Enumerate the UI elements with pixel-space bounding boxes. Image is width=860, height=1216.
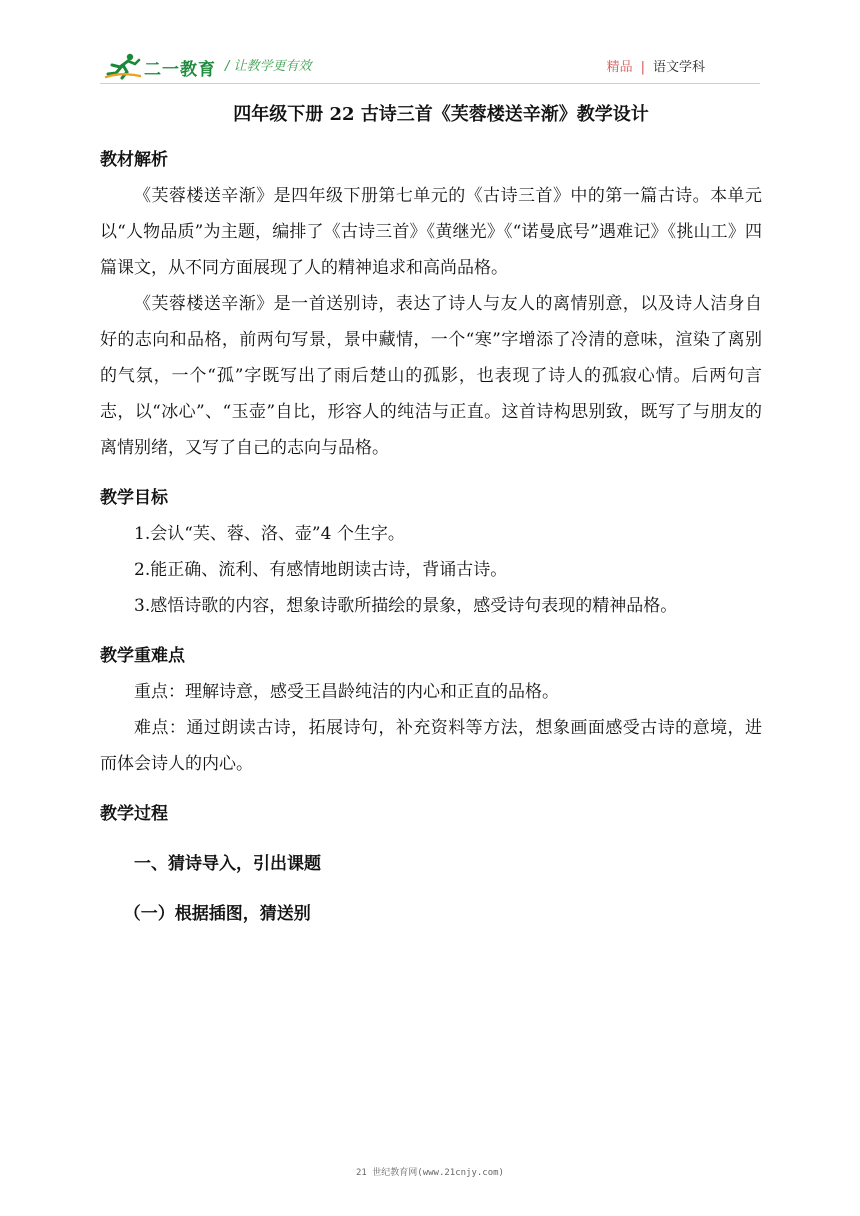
logo-text: 二一教育 bbox=[144, 60, 216, 80]
tag-separator: | bbox=[640, 60, 645, 75]
runner-logo-icon bbox=[104, 52, 142, 80]
process-step-heading: 一、猜诗导入，引出课题 bbox=[134, 854, 321, 874]
logo bbox=[104, 52, 234, 80]
section-heading-key-points: 教学重难点 bbox=[100, 646, 185, 666]
document-body bbox=[100, 100, 762, 932]
page-footer: 21 世纪教育网(www.21cnjy.com) bbox=[356, 1168, 504, 1178]
goal-item: 3.感悟诗歌的内容，想象诗歌所描绘的景象，感受诗句表现的精神品格。 bbox=[134, 596, 678, 616]
page-header bbox=[100, 50, 760, 84]
goal-item: 1.会认“芙、蓉、洛、壶”4 个生字。 bbox=[134, 524, 405, 544]
section-heading-analysis: 教材解析 bbox=[100, 150, 168, 170]
document-title: 四年级下册 22 古诗三首《芙蓉楼送辛渐》教学设计 bbox=[233, 104, 649, 125]
goal-item: 2.能正确、流利、有感情地朗读古诗，背诵古诗。 bbox=[134, 560, 508, 580]
header-divider bbox=[100, 83, 760, 84]
header-tags bbox=[607, 56, 705, 75]
subject-tag: 语文学科 bbox=[652, 60, 705, 75]
key-point: 重点：理解诗意，感受王昌龄纯洁的内心和正直的品格。 bbox=[134, 682, 559, 702]
section-heading-goals: 教学目标 bbox=[100, 488, 168, 508]
difficulty-point: 难点：通过朗读古诗，拓展诗句，补充资料等方法，想象画面感受古诗的意境，进而体会诗人的内心。 bbox=[100, 718, 762, 774]
process-substep-heading: （一）根据插图，猜送别 bbox=[123, 904, 311, 924]
section-heading-process: 教学过程 bbox=[100, 804, 168, 824]
paragraph: 《芙蓉楼送辛渐》是一首送别诗，表达了诗人与友人的离情别意，以及诗人洁身自好的志向和品格，前两句写景，景中藏情，一个“寒”字增添了冷清的意味，渲染了离别的气氛，一个“孤”字既写出了雨后楚山的孤影，也表现了诗人的孤寂心情。后两句言志，以“冰心”、“玉壶”自比，形容人的纯洁与正直。这首诗构思别致，既写了与朋友的离情别绪，又写了自己的志向与品格。 bbox=[100, 294, 762, 458]
premium-tag: 精品 bbox=[606, 60, 633, 75]
slogan: / 让教学更有效 bbox=[225, 59, 312, 74]
paragraph: 《芙蓉楼送辛渐》是四年级下册第七单元的《古诗三首》中的第一篇古诗。本单元以“人物品质”为主题，编排了《古诗三首》《黄继光》《“诺曼底号”遇难记》《挑山工》四篇课文，从不同方面展现了人的精神追求和高尚品格。 bbox=[100, 186, 762, 278]
